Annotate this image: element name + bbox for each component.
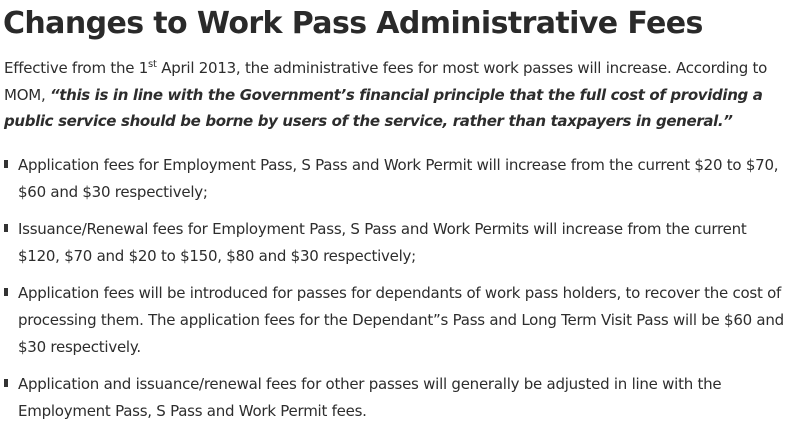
list-item xyxy=(0,216,792,270)
page-title: Changes to Work Pass Administrative Fees xyxy=(3,6,703,41)
intro-text-rest: April 2013, the administrative fees for most work passes will increase. According to MOM, xyxy=(4,59,768,104)
bullet-marker xyxy=(4,224,8,232)
bullet-marker xyxy=(4,379,8,387)
list-item-text: Application and issuance/renewal fees for other passes will generally be adjusted in line with the Employment Pass, S Pass and Work Permit fees. xyxy=(18,375,722,420)
list-item xyxy=(0,152,792,206)
list-item xyxy=(0,280,792,361)
ordinal-suffix: st xyxy=(148,59,157,70)
list-item-text: Application fees for Employment Pass, S Pass and Work Permit will increase from the current $20 to $70, $60 and $30 respectively; xyxy=(18,156,779,201)
intro-paragraph xyxy=(4,55,790,135)
list-item xyxy=(0,371,792,425)
bullet-marker xyxy=(4,160,8,168)
fee-changes-list xyxy=(0,152,792,425)
mom-quote: “this is in line with the Government’s financial principle that the full cost of providing a public service should be borne by users of the service, rather than taxpayers in general.” xyxy=(4,85,763,130)
intro-text-start: Effective from the 1 xyxy=(4,59,149,77)
list-item-text: Application fees will be introduced for passes for dependants of work pass holders, to recover the cost of processing them. The application fees for the Dependant”s Pass and Long Term Visit Pass will be $60 and $30 respectively. xyxy=(18,284,784,356)
bullet-marker xyxy=(4,288,8,296)
list-item-text: Issuance/Renewal fees for Employment Pass, S Pass and Work Permits will increase from the current $120, $70 and $20 to $150, $80 and $30 respectively; xyxy=(18,220,747,265)
